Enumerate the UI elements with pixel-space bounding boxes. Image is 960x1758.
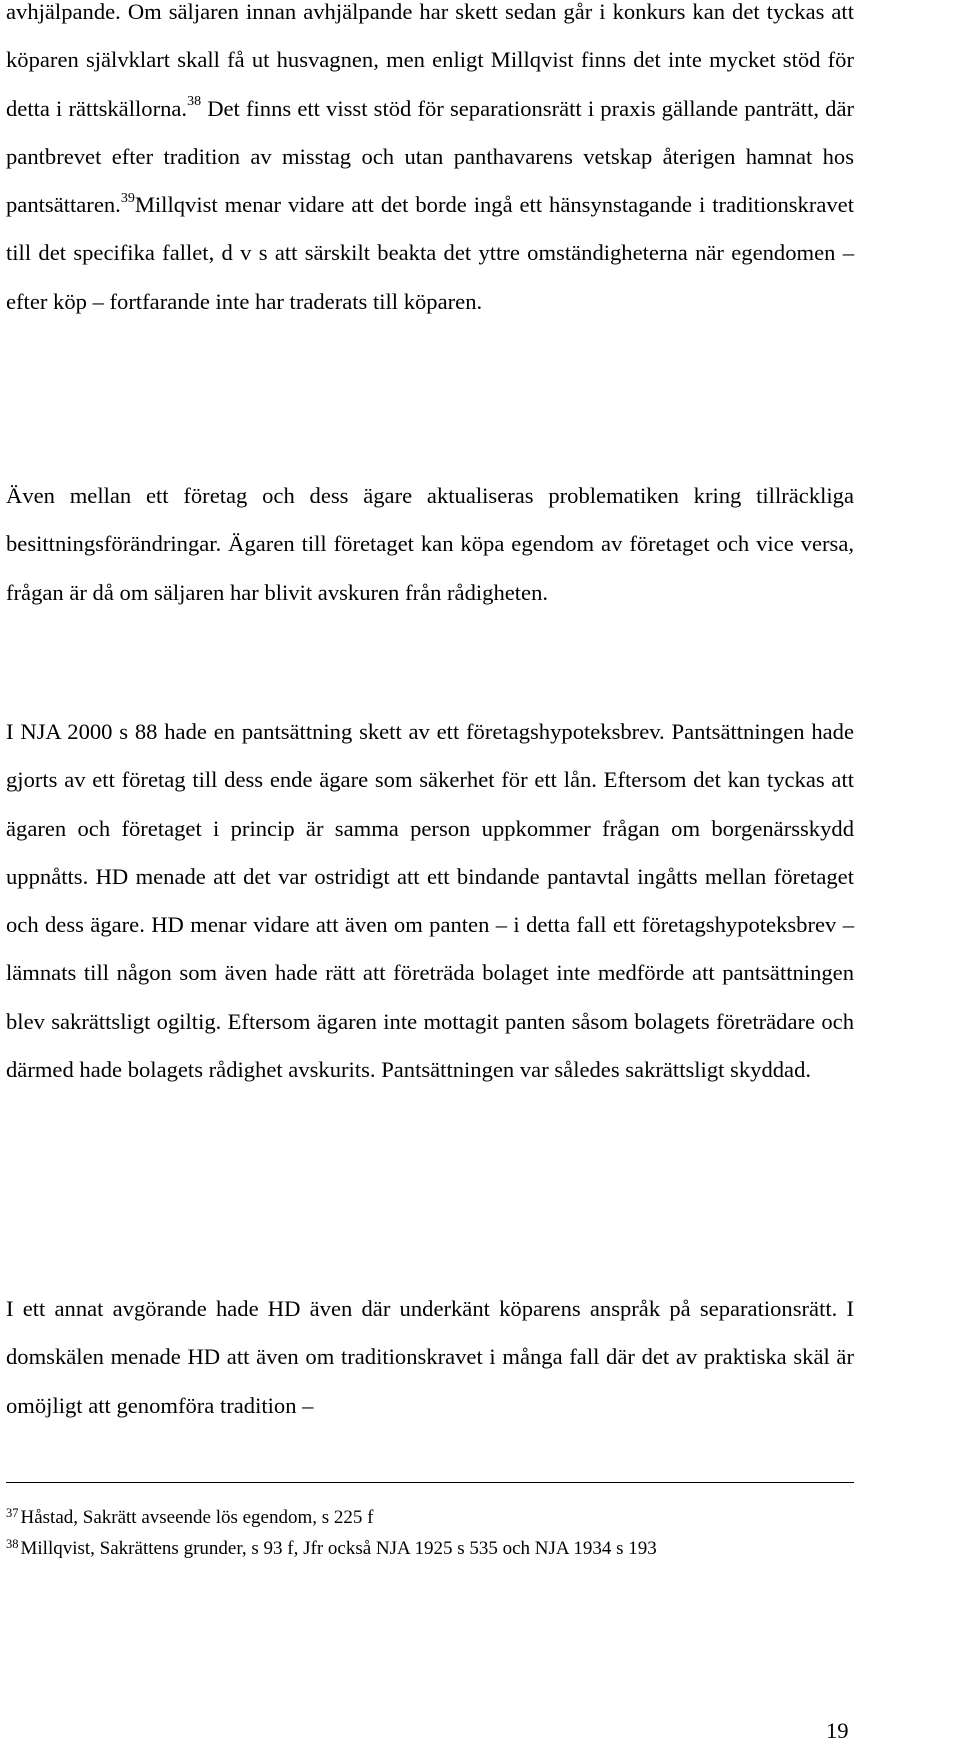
paragraph-2: Även mellan ett företag och dess ägare aktualiseras problematiken kring tillräckliga besittningsförändringar. Ägaren till företaget kan köpa egendom av företaget och vice versa, frågan är då om säljaren har blivit avskuren från rådigheten. (6, 483, 854, 605)
footnote-text: Håstad, Sakrätt avseende lös egendom, s 225 f (20, 1507, 374, 1528)
paragraph-1-text-c: Millqvist menar vidare att det borde ingå ett hänsynstagande i traditionskravet till det specifika fallet, d v s att särskilt beakta det yttre omständigheterna när egendomen – efter köp – fortfarande inte har traderats till köparen. (6, 192, 854, 314)
page-number: 19 (826, 1718, 849, 1743)
paragraph-4: I ett annat avgörande hade HD även där underkänt köparens anspråk på separationsrätt. I domskälen menade HD att även om traditionskravet i många fall där det av praktiska skäl är omöjligt att genomföra tradition – (6, 1296, 854, 1418)
footnote-38 (6, 1531, 854, 1562)
footnote-number: 38 (6, 1537, 19, 1551)
paragraph-1 (6, 0, 854, 326)
footnote-ref-38[interactable]: 38 (187, 94, 202, 110)
footnotes (6, 1500, 854, 1562)
paragraph-1-text-a: avhjälpande. Om säljaren innan avhjälpande har skett sedan går i konkurs kan det tyckas att köparen självklart skall få ut husvagnen, men enligt Millqvist finns det inte mycket stöd för detta i rättskällorna. (6, 0, 854, 121)
paragraph-3: I NJA 2000 s 88 hade en pantsättning skett av ett företagshypoteksbrev. Pantsättningen hade gjorts av ett företag till dess ende ägare som säkerhet för ett lån. Eftersom det kan tyckas att ägaren och företaget i princip är samma person uppkommer frågan om borgenärsskydd uppnåtts. HD menade att det var ostridigt att ett bindande pantavtal ingåtts mellan företaget och dess ägare. HD menar vidare att även om panten – i detta fall ett företagshypoteksbrev – lämnats till någon som även hade rätt att företräda bolaget inte medförde att pantsättningen blev sakrättsligt ogiltig. Eftersom ägaren inte mottagit panten såsom bolagets företrädare och därmed hade bolagets rådighet avskurits. Pantsättningen var således sakrättsligt skyddad. (6, 719, 854, 1083)
paragraph-1-text-b: Det finns ett visst stöd för separationsrätt i praxis gällande panträtt, där pantbrevet efter tradition av misstag och utan panthavarens vetskap återigen hamnat hos pantsättaren. (6, 95, 854, 218)
footnote-number: 37 (6, 1506, 19, 1520)
footnote-text: Millqvist, Sakrättens grunder, s 93 f, Jfr också NJA 1925 s 535 och NJA 1934 s 193 (20, 1538, 657, 1559)
footnote-divider (6, 1482, 854, 1483)
footnote-ref-39[interactable]: 39 (120, 190, 135, 206)
footnote-37 (6, 1500, 854, 1531)
